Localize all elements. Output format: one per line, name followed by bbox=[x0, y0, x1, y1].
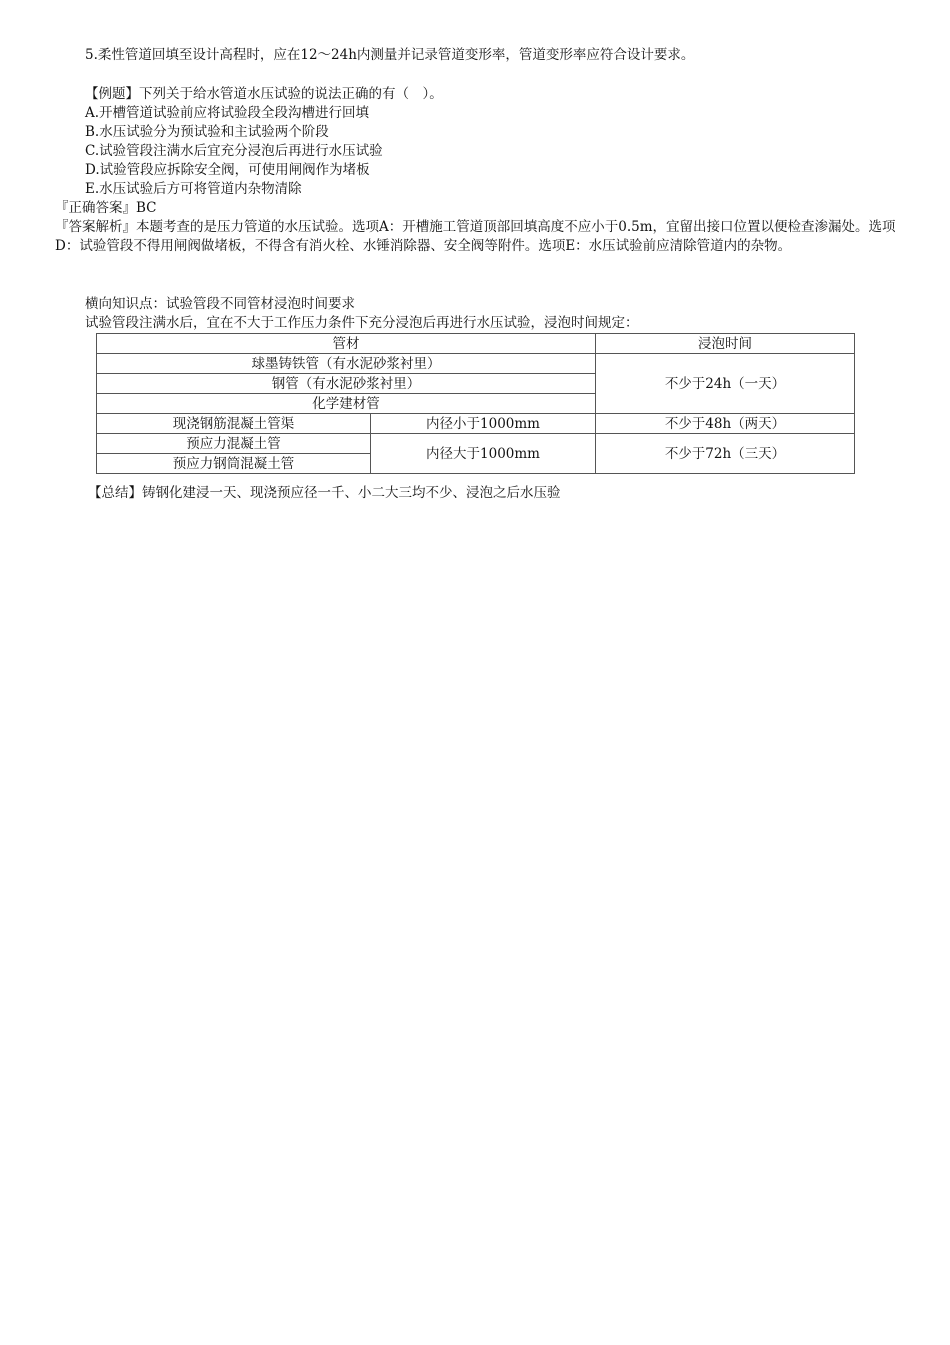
answer-analysis: 『答案解析』本题考查的是压力管道的水压试验。选项A：开槽施工管道顶部回填高度不应小于0.5m，宜留出接口位置以便检查渗漏处。选项D：试验管段不得用闸阀做堵板，不得含有消火栓、水锤消除器、安全阀等附件。选项E：水压试验前应清除管道内的杂物。 bbox=[55, 219, 896, 254]
soak-time-table bbox=[96, 333, 855, 474]
soak-time-72h: 不少于72h（三天） bbox=[596, 434, 855, 474]
material-steel: 钢管（有水泥砂浆衬里） bbox=[97, 374, 596, 394]
soak-time-24h: 不少于24h（一天） bbox=[596, 354, 855, 414]
example-question: 【例题】下列关于给水管道水压试验的说法正确的有（ ）。 bbox=[85, 86, 443, 102]
summary: 【总结】铸钢化建浸一天、现浇预应径一千、小二大三均不少、浸泡之后水压验 bbox=[88, 485, 561, 501]
header-soak-time: 浸泡时间 bbox=[596, 334, 855, 354]
diameter-less-1000: 内径小于1000mm bbox=[371, 414, 596, 434]
material-chemical: 化学建材管 bbox=[97, 394, 596, 414]
paragraph-5: 5.柔性管道回填至设计高程时，应在12～24h内测量并记录管道变形率，管道变形率应符合设计要求。 bbox=[85, 47, 695, 63]
soak-time-48h: 不少于48h（两天） bbox=[596, 414, 855, 434]
table-row bbox=[97, 354, 855, 374]
table-row bbox=[97, 434, 855, 454]
knowledge-point-title: 横向知识点：试验管段不同管材浸泡时间要求 bbox=[85, 296, 355, 312]
material-prestressed: 预应力混凝土管 bbox=[97, 434, 371, 454]
option-a: A.开槽管道试验前应将试验段全段沟槽进行回填 bbox=[85, 105, 370, 121]
option-e: E.水压试验后方可将管道内杂物清除 bbox=[85, 181, 302, 197]
correct-answer: 『正确答案』BC bbox=[55, 200, 157, 216]
material-cast-in-place: 现浇钢筋混凝土管渠 bbox=[97, 414, 371, 434]
header-material: 管材 bbox=[97, 334, 596, 354]
material-ductile-iron: 球墨铸铁管（有水泥砂浆衬里） bbox=[97, 354, 596, 374]
material-prestressed-steel-cylinder: 预应力钢筒混凝土管 bbox=[97, 454, 371, 474]
option-b: B.水压试验分为预试验和主试验两个阶段 bbox=[85, 124, 329, 140]
option-c: C.试验管段注满水后宜充分浸泡后再进行水压试验 bbox=[85, 143, 383, 159]
knowledge-point-description: 试验管段注满水后，宜在不大于工作压力条件下充分浸泡后再进行水压试验，浸泡时间规定： bbox=[85, 315, 639, 331]
table-header-row bbox=[97, 334, 855, 354]
table-row bbox=[97, 414, 855, 434]
option-d: D.试验管段应拆除安全阀，可使用闸阀作为堵板 bbox=[85, 162, 370, 178]
diameter-greater-1000: 内径大于1000mm bbox=[371, 434, 596, 474]
